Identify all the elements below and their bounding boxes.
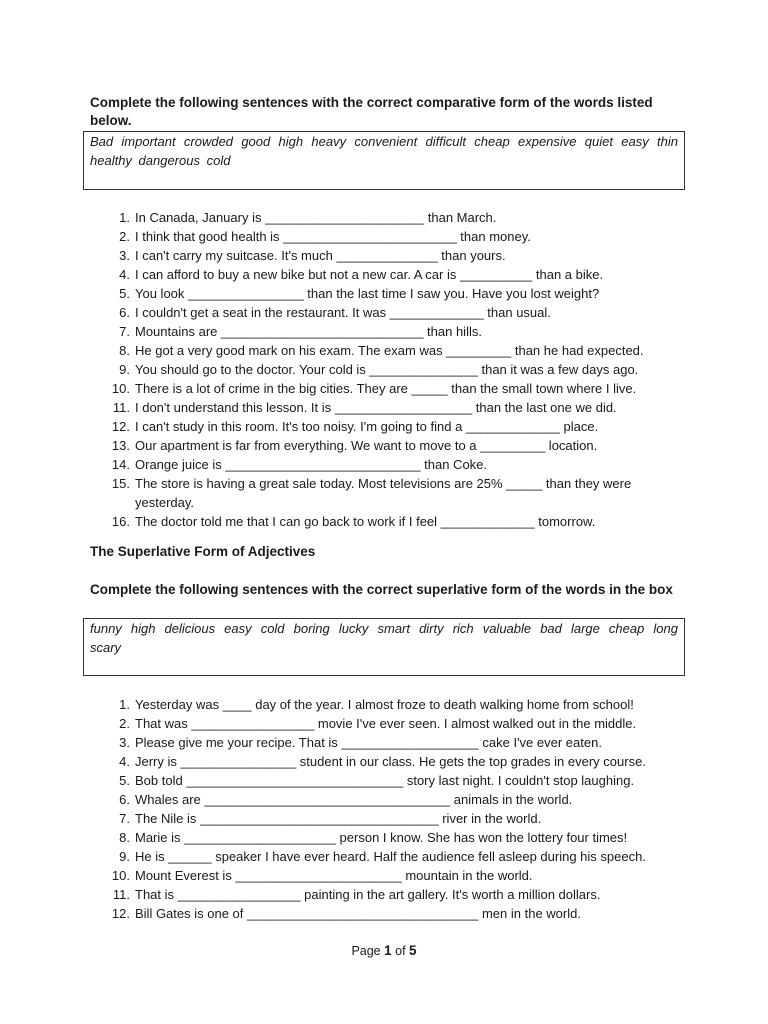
of-label: of (395, 944, 406, 958)
comparative-exercise-list (108, 208, 688, 531)
item-sentence: You should go to the doctor. Your cold is _______________ than it was a few days ago. (135, 362, 639, 377)
exercise-item (108, 284, 688, 303)
item-sentence: Mountains are ____________________________ than hills. (135, 324, 482, 339)
item-number: 13. (111, 438, 130, 453)
exercise-item (108, 714, 688, 733)
exercise-item (108, 265, 688, 284)
item-sentence: Yesterday was ____ day of the year. I almost froze to death walking home from school! (135, 697, 634, 712)
item-number: 9. (119, 362, 130, 377)
item-sentence: The Nile is _________________________________ river in the world. (135, 811, 542, 826)
superlative-word-box (83, 618, 685, 676)
item-number: 12. (111, 419, 130, 434)
exercise-item (108, 474, 688, 512)
exercise-item (108, 303, 688, 322)
item-number: 11. (112, 887, 130, 902)
superlative-word-list: funny high delicious easy cold boring lucky smart dirty rich valuable bad large cheap long scary (90, 621, 678, 655)
item-sentence: He is ______ speaker I have ever heard. Half the audience fell asleep during his speech. (135, 849, 646, 864)
item-sentence: The store is having a great sale today. Most televisions are 25% _____ than they were yesterday. (135, 476, 632, 510)
item-number: 3. (119, 248, 130, 263)
item-number: 12. (111, 906, 130, 921)
exercise-item (108, 246, 688, 265)
exercise-item (108, 436, 688, 455)
exercise-item (108, 512, 688, 531)
exercise-item (108, 208, 688, 227)
superlative-exercise-list (108, 695, 688, 923)
exercise-item (108, 847, 688, 866)
exercise-item (108, 904, 688, 923)
item-sentence: Bill Gates is one of ________________________________ men in the world. (135, 906, 581, 921)
item-number: 7. (119, 811, 130, 826)
item-number: 15. (111, 476, 130, 491)
item-number: 2. (119, 716, 130, 731)
item-number: 11. (112, 400, 130, 415)
item-number: 8. (119, 830, 130, 845)
item-sentence: That was _________________ movie I've ever seen. I almost walked out in the middle. (135, 716, 637, 731)
item-number: 7. (119, 324, 130, 339)
item-number: 1. (119, 697, 130, 712)
item-number: 10. (111, 381, 130, 396)
item-sentence: I can afford to buy a new bike but not a new car. A car is __________ than a bike. (135, 267, 604, 282)
item-number: 16. (111, 514, 130, 529)
item-number: 5. (119, 286, 130, 301)
item-sentence: Our apartment is far from everything. We want to move to a _________ location. (135, 438, 598, 453)
exercise-item (108, 398, 688, 417)
item-number: 2. (119, 229, 130, 244)
exercise-item (108, 455, 688, 474)
exercise-item (108, 227, 688, 246)
exercise-item (108, 885, 688, 904)
exercise-item (108, 828, 688, 847)
item-sentence: Please give me your recipe. That is ___________________ cake I've ever eaten. (135, 735, 602, 750)
item-sentence: I can't carry my suitcase. It's much ______________ than yours. (135, 248, 506, 263)
item-sentence: In Canada, January is ______________________ than March. (135, 210, 497, 225)
page-number: 1 (384, 943, 392, 958)
item-number: 6. (119, 792, 130, 807)
item-number: 1. (119, 210, 130, 225)
comparative-instruction: Complete the following sentences with the correct comparative form of the words listed below. (90, 95, 653, 128)
exercise-item (108, 360, 688, 379)
exercise-item (108, 752, 688, 771)
item-number: 6. (119, 305, 130, 320)
item-sentence: He got a very good mark on his exam. The exam was _________ than he had expected. (135, 343, 644, 358)
comparative-word-list: Bad important crowded good high heavy convenient difficult cheap expensive quiet easy thin healthy dangerous cold (90, 134, 678, 168)
exercise-item (108, 790, 688, 809)
exercise-item (108, 866, 688, 885)
exercise-item (108, 322, 688, 341)
page-label: Page (351, 944, 381, 958)
page-total: 5 (409, 943, 417, 958)
exercise-item (108, 733, 688, 752)
superlative-instruction: Complete the following sentences with the correct superlative form of the words in the box (90, 582, 673, 597)
item-number: 4. (119, 754, 130, 769)
page-footer (0, 943, 768, 958)
item-sentence: Marie is _____________________ person I know. She has won the lottery four times! (135, 830, 628, 845)
item-sentence: Jerry is ________________ student in our class. He gets the top grades in every course. (135, 754, 646, 769)
item-sentence: I think that good health is ________________________ than money. (135, 229, 531, 244)
superlative-section-title: The Superlative Form of Adjectives (90, 544, 316, 559)
item-sentence: That is _________________ painting in the art gallery. It's worth a million dollars. (135, 887, 601, 902)
exercise-item (108, 379, 688, 398)
item-number: 5. (119, 773, 130, 788)
item-sentence: There is a lot of crime in the big cities. They are _____ than the small town where I live. (135, 381, 637, 396)
exercise-item (108, 771, 688, 790)
exercise-item (108, 809, 688, 828)
item-sentence: Orange juice is ___________________________ than Coke. (135, 457, 488, 472)
exercise-item (108, 695, 688, 714)
item-number: 3. (119, 735, 130, 750)
comparative-word-box (83, 131, 685, 190)
exercise-item (108, 417, 688, 436)
item-sentence: I couldn't get a seat in the restaurant. It was _____________ than usual. (135, 305, 551, 320)
item-number: 10. (111, 868, 130, 883)
item-sentence: The doctor told me that I can go back to work if I feel _____________ tomorrow. (135, 514, 596, 529)
item-sentence: Bob told ______________________________ story last night. I couldn't stop laughing. (135, 773, 635, 788)
item-number: 14. (111, 457, 130, 472)
item-sentence: You look ________________ than the last time I saw you. Have you lost weight? (135, 286, 600, 301)
item-sentence: Whales are __________________________________ animals in the world. (135, 792, 573, 807)
item-number: 4. (119, 267, 130, 282)
item-sentence: Mount Everest is _______________________ mountain in the world. (135, 868, 533, 883)
exercise-item (108, 341, 688, 360)
item-sentence: I don't understand this lesson. It is ___________________ than the last one we did. (135, 400, 617, 415)
item-number: 9. (119, 849, 130, 864)
item-sentence: I can't study in this room. It's too noisy. I'm going to find a _____________ place. (135, 419, 599, 434)
item-number: 8. (119, 343, 130, 358)
